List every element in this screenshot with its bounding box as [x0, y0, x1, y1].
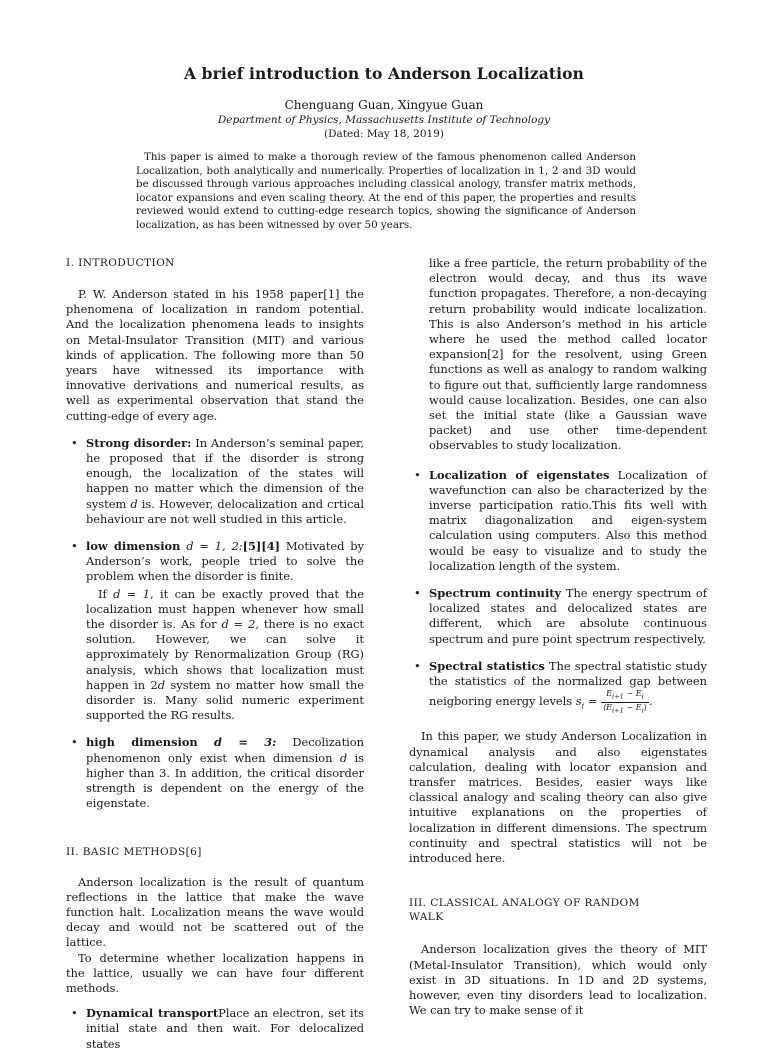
authors: Chenguang Guan, Xingyue Guan [284, 98, 484, 112]
bullet-text: In Anderson’s seminal paper, he proposed that if the disorder is strong enough, the localization of the states will happen no matter which the dimension of the system [86, 435, 364, 511]
bullet-label: high dimension [86, 735, 198, 750]
bullet-dynamical-transport [66, 1006, 364, 1051]
bullet-label: Spectrum continuity [429, 586, 562, 601]
fraction-numerator [601, 689, 649, 703]
math-eq: = [584, 694, 601, 709]
text-span: , there is no exact solution. However, we can solve it approximately by Renormalization Group (RG) analysis, which shows that localization must happen in 2 [86, 617, 364, 692]
bullet-continuation [86, 587, 364, 724]
methods-bullet-list-start [66, 1006, 364, 1051]
text-span: , it can be exactly proved that the localization must happen whenever how small the disorder is. As for [86, 586, 365, 632]
math-var: d [130, 496, 138, 511]
math-sub: i [641, 706, 644, 715]
bullet-icon: • [414, 586, 421, 601]
gap-ratio-fraction [601, 689, 649, 715]
basic-paragraph-2: To determine whether localization happens in the lattice, usually we can have four different methods. [66, 950, 364, 995]
bullet-text-part1: Place an electron, set its initial state and then wait. For delocalized states [86, 1006, 364, 1051]
bullet-strong-disorder [66, 436, 364, 527]
text-span: system no matter how small the disorder is. Many solid numeric experiment supported the RG results. [86, 677, 364, 723]
reference-link[interactable]: [5][4] [242, 539, 281, 554]
math-var: d [339, 750, 348, 765]
math-sub: i [641, 692, 644, 701]
bullet-localization-eigenstates [409, 468, 707, 574]
bullet-dynamical-continuation: like a free particle, the return probability of the electron would decay, and thus its wave function propagates. Therefore, a non-decaying return probability would indicate localization. This is also Anderson’s method in his article where he used the method called locator expansion[2] for the resolvent, using Green functions as well as analogy to random walking to figure out that, sufficiently large randomness would cause localization. Besides, one can also set the initial state (like a Gaussian wave packet) and use other time-dependent observables to study localization. [429, 256, 707, 453]
bullet-icon: • [71, 435, 78, 450]
paper-title: A brief introduction to Anderson Localization [184, 64, 584, 83]
bullet-text: is higher than 3. In addition, the critical disorder strength is dependent on the energy of the eigenstate. [86, 750, 364, 811]
math-end: . [648, 694, 653, 709]
basic-paragraph-3: In this paper, we study Anderson Localization in dynamical analysis and also eigenstates calculation, dealing with locator expansion and transfer matrices. Besides, easier ways like classical analogy and scaling theory can also give intuitive explanations on the properties of localization in different dimensions. The spectrum continuity and spectral statistics will not be introduced here. [409, 729, 707, 866]
heading-line: WALK [409, 911, 444, 924]
intro-bullet-list [66, 436, 364, 812]
basic-paragraph-1: Anderson localization is the result of quantum reflections in the lattice that make the wave function halt. Localization means the wave would decay and would not be scattered out of the lattice. [66, 874, 364, 950]
bullet-low-dimension [66, 539, 364, 723]
bullet-text: The spectral statistic study the statistics of the normalized gap between neigboring energy levels [429, 658, 707, 709]
math-sub: i+1 [611, 706, 624, 715]
math-var: − E [623, 702, 642, 712]
bullet-icon: • [71, 539, 78, 554]
bullet-label: Localization of eigenstates [429, 467, 610, 482]
bullet-text: is. However, delocalization and crtical behaviour are not well studied in this article. [86, 496, 364, 526]
bullet-label: low dimension [86, 539, 181, 554]
text-span: If [98, 586, 114, 601]
left-column [66, 252, 365, 1051]
bullet-icon: • [414, 658, 421, 673]
bullet-text: Localization of wavefunction can also be characterized by the inverse participation ratio.This fits well with matrix diagonalization and eigen-system calculation using computers. Also this method would be easy to visualize and to study the localization length of the system. [429, 467, 707, 573]
bullet-high-dimension [66, 735, 364, 811]
section-heading-introduction: I. INTRODUCTION [66, 257, 175, 269]
abstract: This paper is aimed to make a thorough review of the famous phenomenon called Anderson Localization, both analytically and numerically. Properties of localization in 1, 2 and 3D would be discussed through various approaches including classical anology, transfer matrix methods, locator expansions and even scaling theory. At the end of this paper, the properties and results reviewed would extend to cutting-edge research topics, showing the significance of Anderson localization, as has been witnessed by over 50 years. [136, 151, 636, 231]
bullet-text: Decolization phenomenon only exist when dimension [86, 735, 364, 765]
bullet-icon: • [71, 735, 78, 750]
affiliation: Department of Physics, Massachusetts Institute of Technology [217, 114, 551, 126]
math-var: d [157, 677, 166, 692]
math-var: E [606, 689, 612, 699]
right-column [409, 256, 707, 1018]
bullet-label: Strong disorder: [86, 435, 192, 450]
math-var: s [575, 694, 582, 709]
math-var: ⟩ [643, 702, 647, 712]
bullet-text: The energy spectrum of localized states and delocalized states are different, which are absolute continuous spectrum and pure point spectrum respectively. [429, 586, 708, 646]
classical-paragraph: Anderson localization gives the theory of MIT (Metal-Insulator Transition), which would only exist in 3D situations. In 1D and 2D systems, however, even tiny disorders lead to localization. We can try to make sense of it [409, 942, 707, 1018]
math-inline: d = 3: [197, 735, 277, 750]
bullet-icon: • [414, 467, 421, 482]
heading-line: III. CLASSICAL ANALOGY OF RANDOM [409, 897, 640, 910]
section-heading-basic-methods: II. BASIC METHODS[6] [66, 845, 202, 858]
date-line: (Dated: May 18, 2019) [324, 128, 444, 140]
bullet-spectral-statistics [409, 659, 707, 716]
bullet-label: Dynamical transport [86, 1006, 219, 1021]
math-sub: i+1 [611, 692, 624, 701]
fraction-denominator [601, 703, 649, 716]
math-inline: d = 2 [221, 617, 256, 632]
math-inline: d = 1 [113, 586, 150, 601]
math-var: ⟨E [603, 702, 612, 712]
intro-paragraph: P. W. Anderson stated in his 1958 paper[1] the phenomena of localization in random potential. And the localization phenomena leads to insights on Metal-Insulator Transition (MIT) and various kinds of application. The following more than 50 years have witnessed its importance with innovative derivations and numerical results, as well as experimental observation that stand the cutting-edge of every age. [66, 287, 364, 423]
math-inline: d = 1, 2: [180, 539, 243, 554]
math-sub: i [581, 701, 585, 711]
bullet-icon: • [71, 1006, 78, 1021]
math-var: − E [623, 689, 642, 699]
bullet-label: Spectral statistics [429, 658, 545, 673]
methods-bullet-list [409, 468, 707, 716]
bullet-text: Motivated by Anderson’s work, people tried to solve the problem when the disorder is finite. [86, 539, 365, 584]
bullet-spectrum-continuity [409, 586, 707, 647]
section-heading-classical-analogy [409, 896, 707, 924]
